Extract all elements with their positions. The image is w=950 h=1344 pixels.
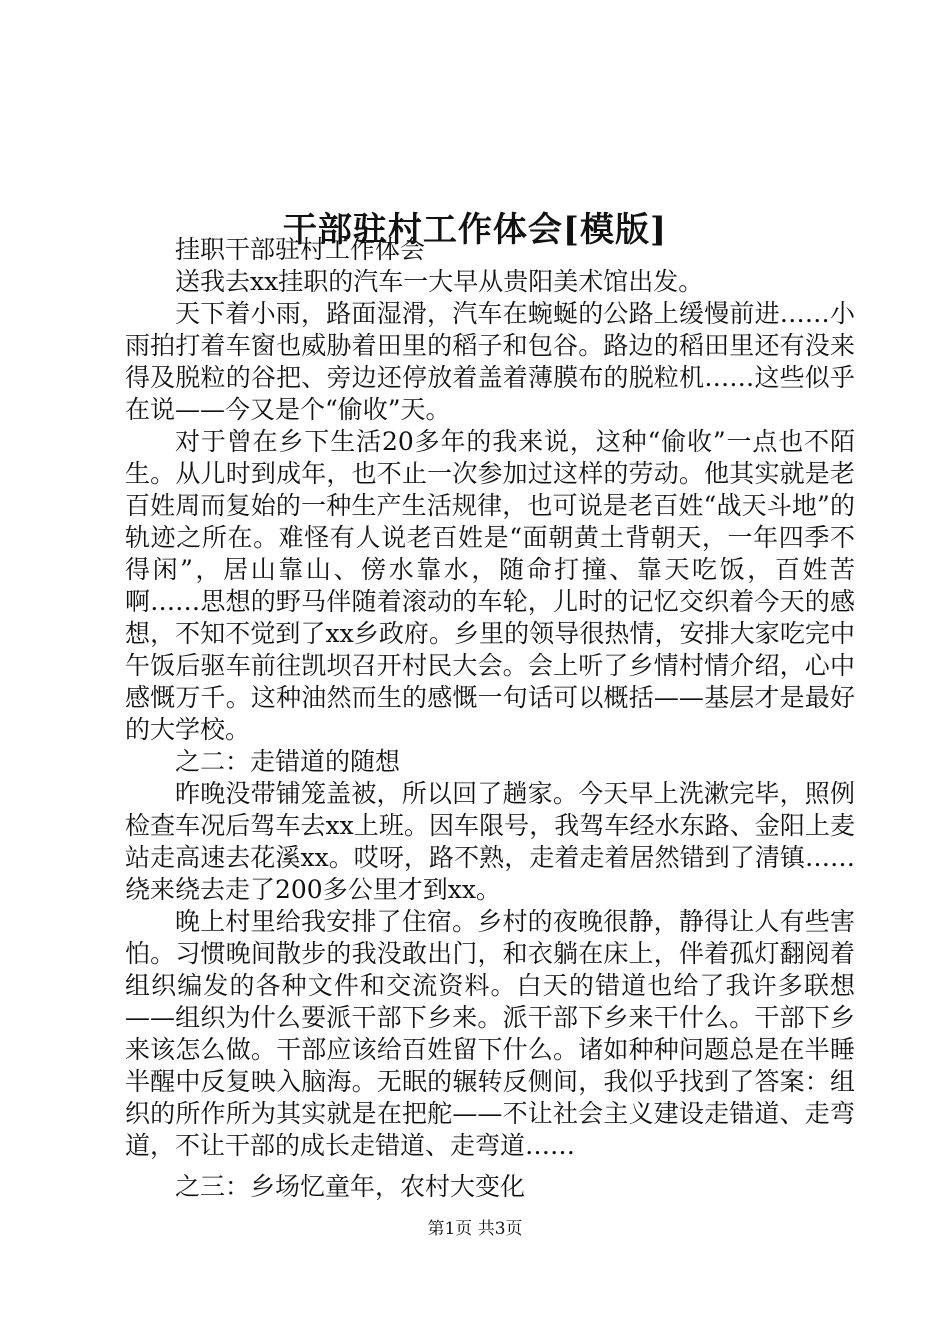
paragraph: 对于曾在乡下生活20多年的我来说，这种“偷收”一点也不陌生。从儿时到成年，也不止一次参加过这样的劳动。他其实就是老百姓周而复始的一种生产生活规律，也可说是老百姓“战天斗地”的轨迹之所在。难怪有人说老百姓是“面朝黄土背朝天，一年四季不得闲”，居山靠山、傍水靠水，随命打撞、靠天吃饭，百姓苦啊……思想的野马伴随着滚动的车轮，儿时的记忆交织着今天的感想，不知不觉到了xx乡政府。乡里的领导很热情，安排大家吃完中午饭后驱车前往凯坝召开村民大会。会上听了乡情村情介绍，心中感慨万千。这种油然而生的感慨一句话可以概括——基层才是最好的大学校。 (125, 427, 855, 744)
section-heading: 之三：乡场忆童年，农村大变化 (175, 1172, 526, 1201)
page-footer: 第1页 共3页 (427, 1219, 523, 1239)
paragraph: 晚上村里给我安排了住宿。乡村的夜晚很静，静得让人有些害怕。习惯晚间散步的我没敢出门，和衣躺在床上，伴着孤灯翻阅着组织编发的各种文件和交流资料。白天的错道也给了我许多联想——组织为什么要派干部下乡来。派干部下乡来干什么。干部下乡来该怎么做。干部应该给百姓留下什么。诸如种种问题总是在半睡半醒中反复映入脑海。无眠的辗转反侧间，我似乎找到了答案：组织的所作所为其实就是在把舵——不让社会主义建设走错道、走弯道，不让干部的成长走错道、走弯道…… (125, 907, 855, 1160)
paragraph: 天下着小雨，路面湿滑，汽车在蜿蜒的公路上缓慢前进……小雨拍打着车窗也威胁着田里的稻子和包谷。路边的稻田里还有没来得及脱粒的谷把、旁边还停放着盖着薄膜布的脱粒机……这些似乎在说——今又是个“偷收”天。 (125, 299, 855, 424)
paragraph: 昨晚没带铺笼盖被，所以回了趟家。今天早上洗漱完毕，照例检查车况后驾车去xx上班。因车限号，我驾车经水东路、金阳上麦站走高速去花溪xx。哎呀，路不熟，走着走着居然错到了清镇……绕来绕去走了200多公里才到xx。 (125, 779, 855, 904)
paragraph: 送我去xx挂职的汽车一大早从贵阳美术馆出发。 (175, 267, 704, 296)
document-body (125, 234, 855, 1203)
document-title: 干部驻村工作体会[模版] (282, 209, 668, 250)
section-heading: 之二：走错道的随想 (175, 747, 401, 776)
paragraph: 挂职干部驻村工作体会 (175, 235, 426, 264)
